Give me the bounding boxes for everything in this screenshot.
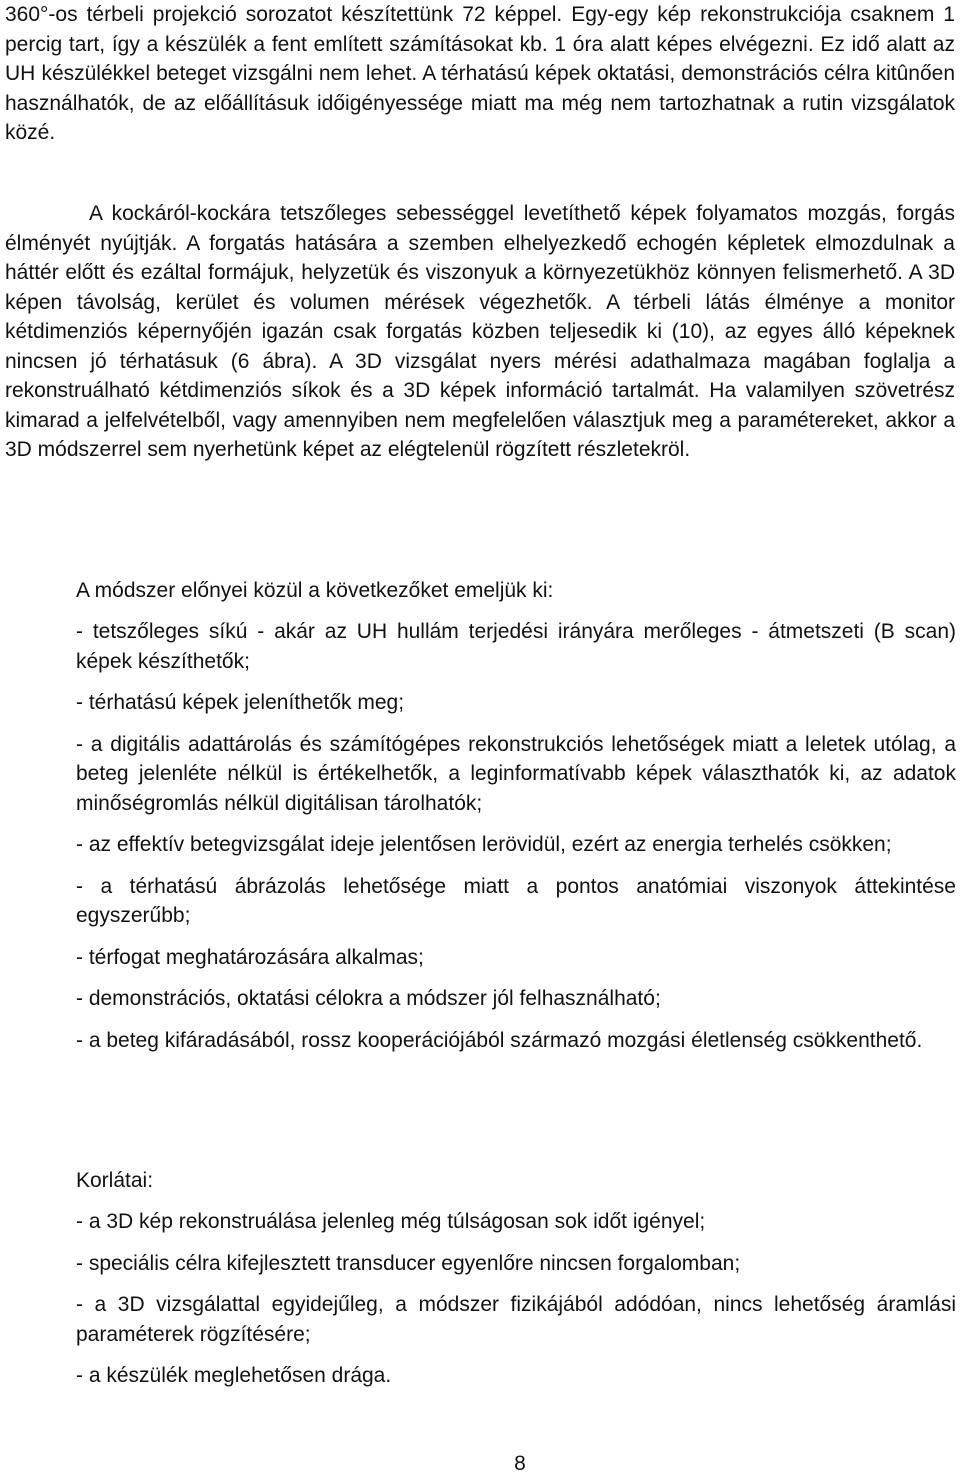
paragraph-rotation: A kockáról-kockára tetszőleges sebességgel levetíthető képek folyamatos mozgás, forgás élményét nyújtják. A forgatás hatására a szemben elhelyezkedő echogén képletek elmozdulnak a háttér előtt és ezáltal formájuk, helyzetük és viszonyuk a környezetükhöz könnyen felismerhető. A 3D képen távolság, kerület és volumen mérések végezhetők. A térbeli látás élménye a monitor kétdimenziós képernyőjén igazán csak forgatás közben teljesedik ki (10), az egyes álló képeknek nincsen jó térhatásuk (6 ábra). A 3D vizsgálat nyers mérési adathalmaza magában foglalja a rekonstruálható kétdimenziós síkok és a 3D képek információ tartalmát. Ha valamilyen szövetrész kimarad a jelfelvételből, vagy amennyiben nem megfelelően választjuk meg a paramétereket, akkor a 3D módszerrel sem nyerhetünk képet az elégtelenül rögzített részletekröl. — [5, 202, 955, 461]
list-item: - a beteg kifáradásából, rossz kooperációjából származó mozgási életlenség csökkenthető. — [76, 1028, 923, 1052]
page-number: 8 — [514, 1452, 526, 1475]
list-item: - speciális célra kifejlesztett transducer egyenlőre nincsen forgalomban; — [76, 1251, 741, 1275]
paragraph-projection: 360°-os térbeli projekció sorozatot készítettünk 72 képpel. Egy-egy kép rekonstrukciója csaknem 1 percig tart, így a készülék a fent említett számításokat kb. 1 óra alatt képes elvégezni. Ez idő alatt az UH készülékkel beteget vizsgálni nem lehet. A térhatású képek oktatási, demonstrációs célra kitûnően használhatók, de az előállításuk időigényessége miatt ma még nem tartozhatnak a rutin vizsgálatok közé. — [5, 3, 955, 144]
list-item: - a digitális adattárolás és számítógépes rekonstrukciós lehetőségek miatt a leletek utólag, a beteg jelenléte nélkül is értékelhetők, a leginformatívabb képek választhatók ki, az adatok minőségromlás nélkül digitálisan tárolhatók; — [76, 732, 956, 815]
list-item: - tetszőleges síkú - akár az UH hullám terjedési irányára merőleges - átmetszeti (B scan) képek készíthetők; — [76, 620, 956, 673]
benefits-list — [76, 617, 956, 1067]
limits-list — [76, 1207, 956, 1403]
list-item: - térhatású képek jeleníthetők meg; — [76, 691, 405, 714]
list-item: - az effektív betegvizsgálat ideje jelentősen lerövidül, ezért az energia terhelés csökken; — [76, 833, 892, 856]
list-item: - a 3D vizsgálattal egyidejűleg, a módszer fizikájából adódóan, nincs lehetőség áramlási paraméterek rögzítésére; — [76, 1293, 956, 1346]
list-item: - a térhatású ábrázolás lehetősége miatt a pontos anatómiai viszonyok áttekintése egyszerűbb; — [76, 874, 956, 927]
list-item: - demonstrációs, oktatási célokra a módszer jól felhasználható; — [76, 987, 661, 1010]
benefits-heading: A módszer előnyei közül a következőket emeljük ki: — [76, 579, 554, 602]
limits-heading: Korlátai: — [76, 1169, 154, 1192]
list-item: - térfogat meghatározására alkalmas; — [76, 945, 424, 969]
list-item: - a készülék meglehetősen drága. — [76, 1364, 392, 1387]
list-item: - a 3D kép rekonstruálása jelenleg még túlságosan sok időt igényel; — [76, 1210, 706, 1233]
